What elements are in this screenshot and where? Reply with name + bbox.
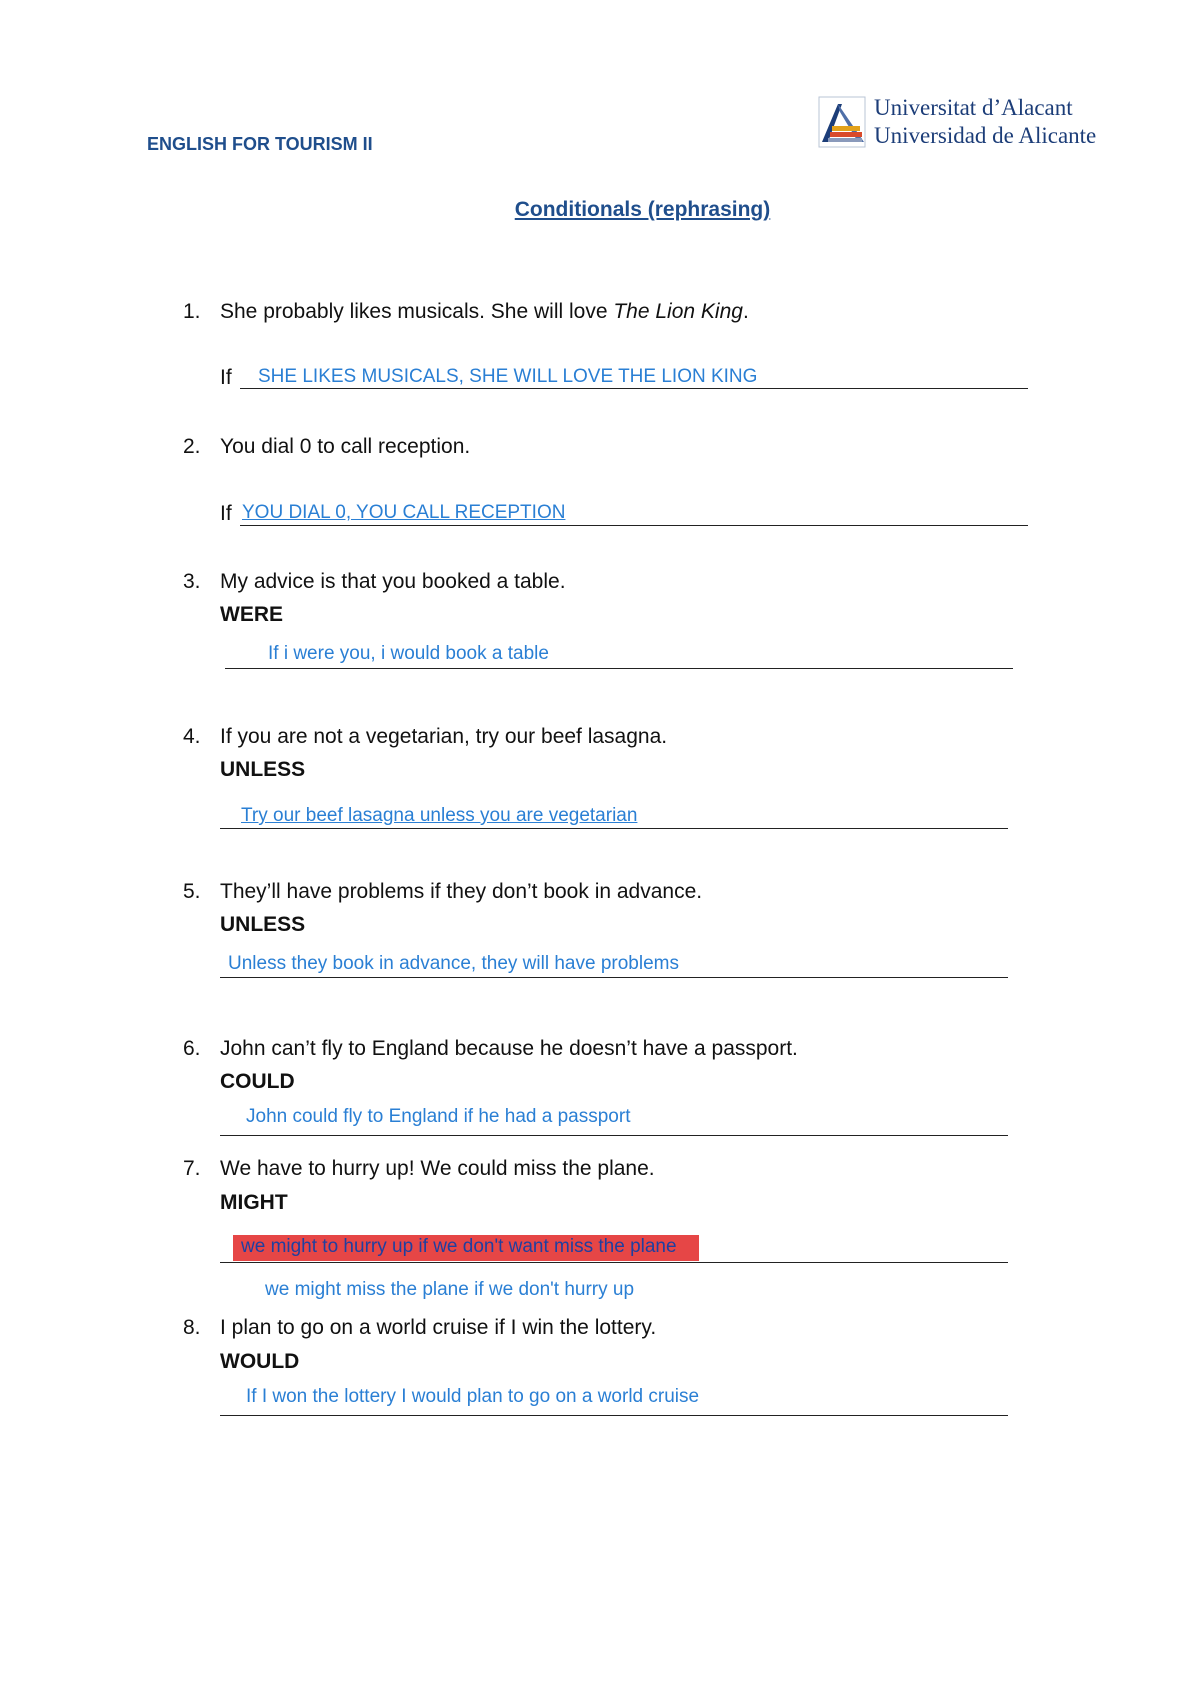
correction-text: we might miss the plane if we don't hurry up: [265, 1279, 635, 1300]
university-logo-icon: [818, 96, 868, 152]
answer-line: [220, 1135, 1008, 1136]
answer-text[interactable]: YOU DIAL 0, YOU CALL RECEPTION: [242, 502, 566, 523]
answer-text[interactable]: John could fly to England if he had a passport: [246, 1106, 631, 1127]
exercise-sentence: I plan to go on a world cruise if I win the lottery.: [220, 1316, 657, 1339]
course-title: ENGLISH FOR TOURISM II: [147, 134, 373, 154]
exercise-number: 8.: [183, 1316, 201, 1339]
exercise-number: 6.: [183, 1037, 201, 1060]
exercise-number: 2.: [183, 435, 201, 458]
logo-line-1: Universitat d’Alacant: [874, 95, 1073, 120]
answer-line: [225, 668, 1013, 669]
answer-text[interactable]: SHE LIKES MUSICALS, SHE WILL LOVE THE LION KING: [258, 366, 758, 387]
keyword: COULD: [220, 1070, 295, 1093]
keyword: WERE: [220, 603, 283, 626]
exercise-sentence: My advice is that you booked a table.: [220, 570, 566, 593]
exercise-number: 7.: [183, 1157, 201, 1180]
keyword: MIGHT: [220, 1191, 288, 1214]
answer-text[interactable]: If I won the lottery I would plan to go on a world cruise: [246, 1386, 700, 1407]
exercise-number: 4.: [183, 725, 201, 748]
exercise-number: 3.: [183, 570, 201, 593]
keyword: UNLESS: [220, 758, 306, 781]
answer-line: [220, 1415, 1008, 1416]
exercise-sentence: We have to hurry up! We could miss the plane.: [220, 1157, 655, 1180]
exercise-sentence: They’ll have problems if they don’t book in advance.: [220, 880, 703, 903]
keyword: UNLESS: [220, 913, 306, 936]
answer-line: [220, 1262, 1008, 1263]
exercise-number: 1.: [183, 300, 201, 323]
answer-prefix: If: [220, 366, 232, 389]
university-logo: [818, 94, 1118, 154]
exercise-sentence: John can’t fly to England because he doesn’t have a passport.: [220, 1037, 798, 1060]
exercise-sentence: If you are not a vegetarian, try our beef lasagna.: [220, 725, 668, 748]
answer-line: [220, 977, 1008, 978]
answer-prefix: If: [220, 502, 232, 525]
answer-text[interactable]: If i were you, i would book a table: [268, 643, 549, 664]
answer-line: [220, 828, 1008, 829]
answer-text[interactable]: Try our beef lasagna unless you are vegetarian: [241, 805, 638, 826]
exercise-sentence: You dial 0 to call reception.: [220, 435, 471, 458]
highlighted-answer[interactable]: we might to hurry up if we don't want miss the plane: [233, 1235, 699, 1261]
worksheet-title: Conditionals (rephrasing): [514, 198, 771, 221]
logo-line-2: Universidad de Alicante: [874, 123, 1097, 148]
answer-text[interactable]: Unless they book in advance, they will have problems: [228, 953, 679, 974]
keyword: WOULD: [220, 1350, 300, 1373]
answer-line: [240, 525, 1028, 526]
exercise-sentence: She probably likes musicals. She will love The Lion King.: [220, 300, 749, 323]
answer-line: [240, 388, 1028, 389]
exercise-number: 5.: [183, 880, 201, 903]
